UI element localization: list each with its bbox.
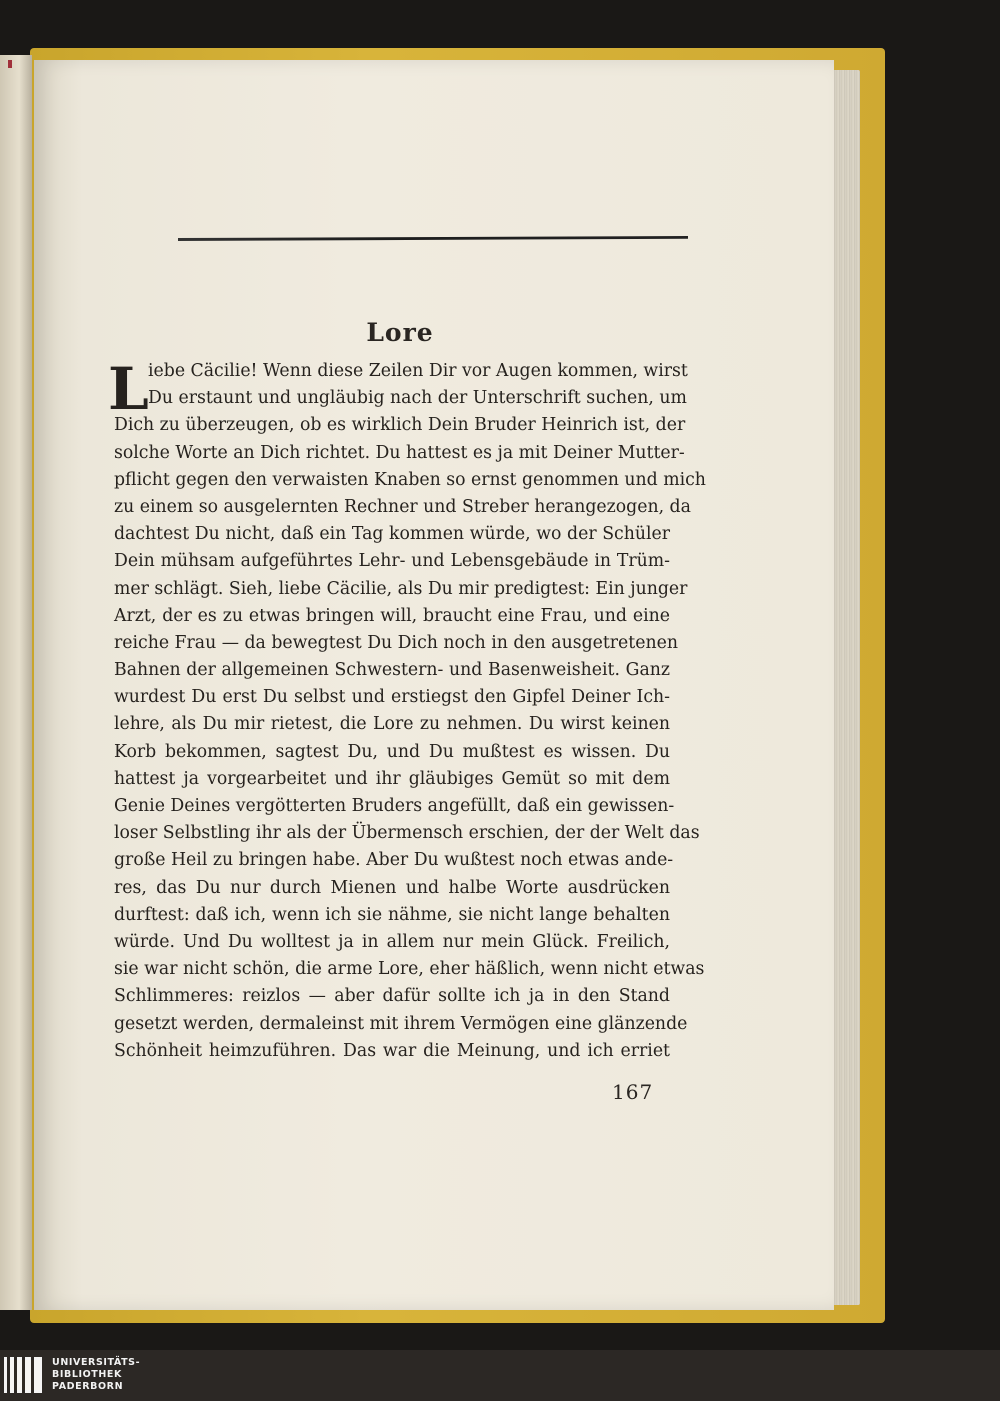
logo-line: BIBLIOTHEK [52, 1369, 122, 1380]
logo-line: PADERBORN [52, 1381, 124, 1392]
library-logo-icon[interactable] [4, 1357, 44, 1393]
text-line: hattest ja vorgearbeitet und ihr gläubiges Gemüt so mit dem [114, 768, 670, 789]
text-line: Arzt, der es zu etwas bringen will, braucht eine Frau, und eine [114, 605, 670, 626]
text-line: Du erstaunt und ungläubig nach der Unterschrift suchen, um [148, 388, 687, 409]
text-line: lehre, als Du mir rietest, die Lore zu nehmen. Du wirst keinen [114, 714, 670, 735]
bookmark-ribbon [8, 60, 12, 68]
text-line: wurdest Du erst Du selbst und erstiegst den Gipfel Deiner Ich- [114, 687, 670, 708]
text-line: solche Worte an Dich richtet. Du hattest es ja mit Deiner Mutter- [114, 442, 685, 463]
text-line: mer schlägt. Sieh, liebe Cäcilie, als Du mir predigtest: Ein junger [114, 578, 688, 599]
text-line: reiche Frau — da bewegtest Du Dich noch in den ausgetretenen [114, 632, 678, 653]
library-logo-text[interactable] [52, 1357, 140, 1393]
page-number: 167 [612, 1080, 654, 1104]
text-line: würde. Und Du wolltest ja in allem nur mein Glück. Freilich, [114, 931, 670, 952]
text-line: große Heil zu bringen habe. Aber Du wußtest noch etwas ande- [114, 850, 674, 871]
text-line: Schlimmeres: reizlos — aber dafür sollte ich ja in den Stand [114, 986, 670, 1007]
text-line: res, das Du nur durch Mienen und halbe Worte ausdrücken [114, 877, 670, 898]
library-footer [0, 1350, 1000, 1401]
text-line: pflicht gegen den verwaisten Knaben so ernst genommen und mich [114, 469, 706, 490]
text-line: Korb bekommen, sagtest Du, und Du mußtest es wissen. Du [114, 741, 670, 762]
body-text [114, 358, 706, 1065]
chapter-title: Lore [366, 318, 434, 347]
text-line: dachtest Du nicht, daß ein Tag kommen würde, wo der Schüler [114, 524, 670, 545]
text-line: zu einem so ausgelernten Rechner und Streber herangezogen, da [114, 496, 691, 517]
text-line: sie war nicht schön, die arme Lore, eher häßlich, wenn nicht etwas [114, 959, 705, 980]
left-page-edge [0, 55, 32, 1310]
drop-cap: L [108, 355, 149, 423]
logo-line: UNIVERSITÄTS- [52, 1357, 141, 1368]
text-line: Dich zu überzeugen, ob es wirklich Dein Bruder Heinrich ist, der [114, 415, 686, 436]
text-line: iebe Cäcilie! Wenn diese Zeilen Dir vor Augen kommen, wirst [148, 361, 688, 381]
text-line: Genie Deines vergötterten Bruders angefüllt, daß ein gewissen- [114, 796, 675, 816]
text-line: Bahnen der allgemeinen Schwestern- und Basenweisheit. Ganz [114, 660, 670, 681]
text-line: gesetzt werden, dermaleinst mit ihrem Vermögen eine glänzende [114, 1013, 688, 1034]
decorative-rule [178, 236, 688, 241]
text-line: Schönheit heimzuführen. Das war die Meinung, und ich erriet [114, 1040, 670, 1061]
text-line: Dein mühsam aufgeführtes Lehr- und Lebensgebäude in Trüm- [114, 551, 670, 572]
text-line: durftest: daß ich, wenn ich sie nähme, sie nicht lange behalten [114, 904, 670, 925]
text-line: loser Selbstling ihr als der Übermensch erschien, der der Welt das [114, 823, 700, 844]
